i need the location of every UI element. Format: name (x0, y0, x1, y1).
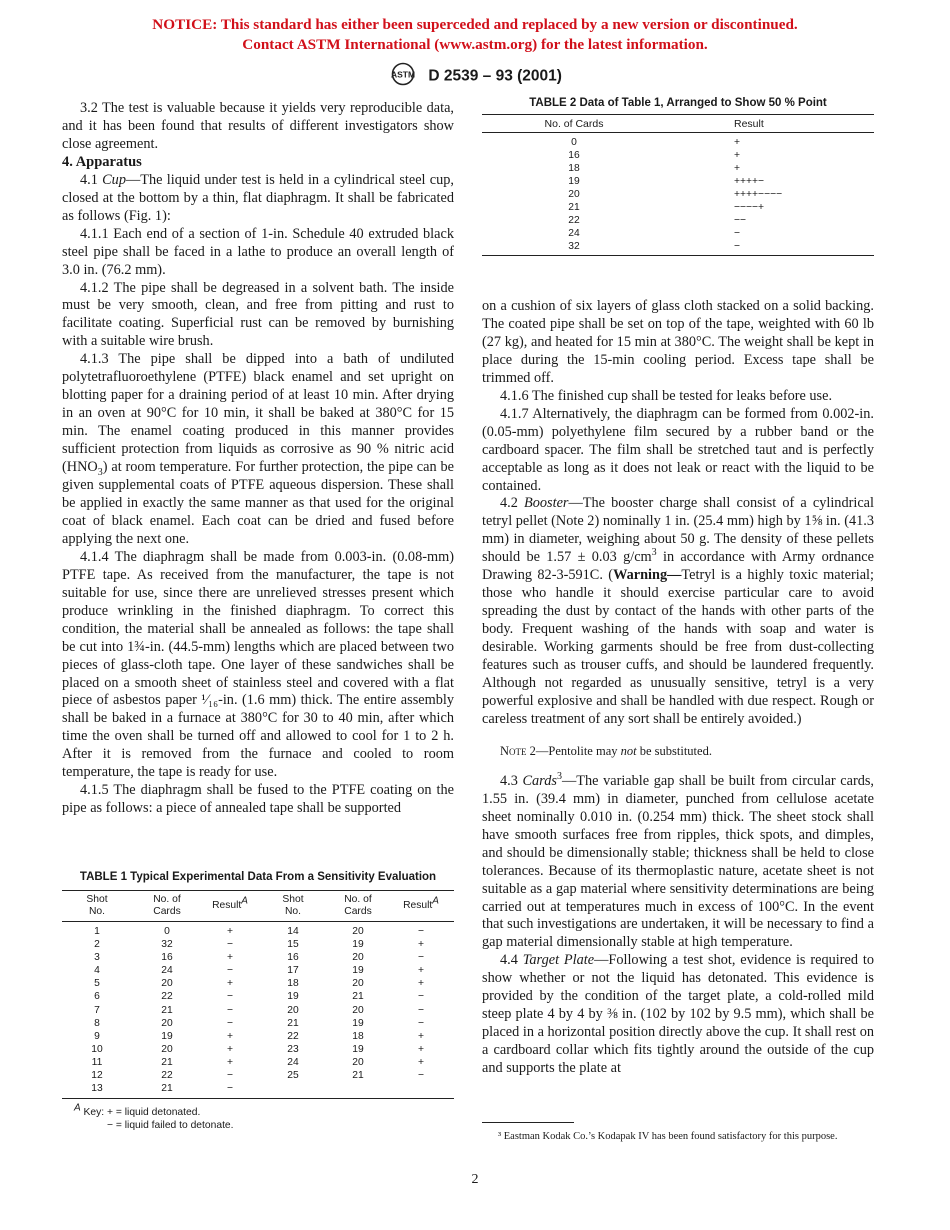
cell-result: − (226, 991, 233, 1003)
cell-shot-no: 6 (94, 991, 100, 1003)
footnote-3: ³ Eastman Kodak Co.’s Kodapak IV has been found satisfactory for this purpose. (498, 1131, 838, 1142)
cell-cards: 18 (352, 1030, 364, 1042)
cell-shot-no: 18 (287, 978, 299, 990)
cell-shot-no: 9 (94, 1030, 100, 1042)
cell-cards: 18 (568, 163, 580, 174)
paragraph-4-1-3: 4.1.3 The pipe shall be dipped into a bath of undiluted polytetrafluoroethylene (PTFE) black enamel and set upright on blotting paper for a draining period of at least 10 min. After drying in an oven at 90°C for 10 min, it shall be baked at 380°C for 15 min. The enamel coating produced in this manner provides sufficient protection from liquids as corrosive as 90 % nitric acid $(HNO_3)$ at room temperature. For further protection, the pipe can be given supplemental coats of PTFE aqueous dispersion. These shall be applied in exactly the same manner as that used for the original coat of black enamel. Each coat can be dried and fused before applying the next one. (62, 351, 454, 547)
table-row (62, 977, 454, 990)
cell-cards: 21 (161, 1004, 173, 1016)
table-2-title: TABLE 2 Data of Table 1, Arranged to Show 50 % Point (529, 97, 827, 109)
table-row (62, 964, 454, 977)
cell-result: −− (734, 215, 747, 226)
cell-cards: 32 (161, 939, 173, 951)
header-result-2: Result$^A$ (403, 895, 439, 911)
cell-result: + (417, 1030, 424, 1042)
cell-cards: 21 (352, 991, 364, 1003)
cell-result: − (417, 991, 424, 1003)
table-row (62, 1017, 454, 1030)
term-cup: Cup (102, 171, 126, 188)
cell-cards: 24 (161, 965, 173, 977)
cell-cards: 20 (352, 1056, 364, 1068)
cell-shot-no: 8 (94, 1017, 100, 1029)
cell-shot-no: 7 (94, 1004, 100, 1016)
cell-cards: 21 (161, 1083, 173, 1095)
table-row (482, 175, 874, 188)
cell-shot-no: 10 (91, 1043, 103, 1055)
page-number: 2 (471, 1172, 479, 1187)
cell-shot-no: 22 (287, 1030, 299, 1042)
astm-logo-icon (388, 62, 418, 91)
table-row (482, 136, 874, 149)
table-row (62, 925, 454, 938)
table-row (62, 990, 454, 1003)
cell-shot-no: 19 (287, 991, 299, 1003)
cell-result: − (226, 1083, 233, 1095)
cell-shot-no: 2 (94, 939, 100, 951)
table-1-title: TABLE 1 Typical Experimental Data From a Sensitivity Evaluation (79, 871, 437, 883)
cell-shot-no: 12 (91, 1070, 103, 1082)
cell-result: − (417, 1004, 424, 1016)
note-2: Note 2—Pentolite may not be substituted. (500, 743, 712, 758)
cell-cards: 20 (161, 978, 173, 990)
cell-cards: 20 (352, 978, 364, 990)
cell-result: − (226, 1070, 233, 1082)
cell-result: − (226, 1017, 233, 1029)
cell-shot-no: 13 (91, 1083, 103, 1095)
cell-cards: 22 (161, 991, 173, 1003)
paragraph-4-1-4: 4.1.4 The diaphragm shall be made from 0.003-in. (0.08-mm) PTFE tape. As received from the manufacturer, the tape is not suitable for use, since there are unrelieved stresses present which produce wrinkling in the finished diaphragm. To correct this condition, the material shall be annealed as follows: the tape shall be cut into 1¾-in. (44.5-mm) lengths which are placed between two pieces of glass-cloth tape. One layer of these sandwiches shall be placed on a smooth sheet of stainless steel and covered with a flat piece of asbestos paper ¹⁄₁₆-in. (1.6 mm) thick. The entire assembly shall be baked in a furnace at 380°C for 30 to 40 min, after which time the oven shall be turned off and allowed to cool for 1 to 2 h. After it is removed from the furnace and cooled to room temperature, the tape is ready for use. (62, 548, 454, 781)
cell-result: −−−−+ (734, 202, 765, 213)
notice-line-2: Contact ASTM International (www.astm.org) for the latest information. (242, 36, 708, 53)
cell-shot-no: 16 (287, 952, 299, 964)
cell-shot-no: 11 (91, 1056, 103, 1068)
right-column (482, 298, 874, 1078)
table-row (62, 1030, 454, 1043)
table-row (482, 201, 874, 214)
term-booster: Booster (524, 495, 569, 512)
paragraph-4-2: 4.2 Booster—The booster charge shall consist of a cylindrical tetryl pellet (Note 2) nominally 1 in. (25.4 mm) high by 1⅝ in. (41.3 mm) in diameter, weighing about 50 g. The density of these pellets should be 1.57 ± 0.03 $g/cm^3$ in accordance with Army ordnance Drawing 82-3-591C. (Warning—Tetryl is a highly toxic material; those who handle it should exercise particular care to avoid spreading the dust by contact of the hands with other parts of the body. Frequent washing of the hands with soap and water is desirable. Working garments should be free from dust-collecting features such as trouser cuffs, and should be laundered frequently. Although not regarded as unusually sensitive, tetryl is a very powerful explosive and shall be handled with due respect. Rough or careless treatment of any sort shall be entirely avoided.) (482, 495, 874, 727)
cell-result: + (226, 926, 233, 937)
cell-cards: 20 (352, 1004, 364, 1016)
logo-text: ASTM (391, 69, 416, 80)
cell-cards: 19 (568, 176, 580, 187)
table-row (62, 1004, 454, 1017)
cell-cards: 20 (161, 1017, 173, 1029)
cell-cards: 0 (164, 926, 170, 937)
table-2-header-result: Result (734, 117, 764, 130)
cell-cards: 32 (568, 241, 580, 252)
paragraph-4-1-6: 4.1.6 The finished cup shall be tested for leaks before use. (500, 387, 833, 404)
cell-result: + (417, 1056, 424, 1068)
cell-shot-no: 21 (287, 1017, 299, 1029)
cell-result: − (226, 939, 233, 951)
cell-result (388, 1082, 454, 1095)
table-2-header-cards: No. of Cards (544, 117, 604, 130)
cell-shot-no: 15 (287, 939, 299, 951)
table-row (482, 214, 874, 227)
cell-result: − (417, 1017, 424, 1029)
cell-result: + (734, 150, 741, 161)
cell-result: + (734, 137, 741, 148)
notice-line-1: NOTICE: This standard has either been superceded and replaced by a new version or discontinued. (152, 16, 798, 33)
cell-cards: 0 (571, 137, 577, 148)
cell-shot-no: 3 (94, 952, 100, 964)
cell-result: − (226, 1004, 233, 1016)
paragraph-4-1-1: 4.1.1 Each end of a section of 1-in. Schedule 40 extruded black steel pipe shall be faced in a lathe to produce an overall length of 3.0 in. (76.2 mm). (62, 225, 454, 278)
cell-result: − (734, 241, 741, 252)
paragraph-4-4: 4.4 Target Plate—Following a test shot, evidence is required to show whether or not the liquid has detonated. This evidence is provided by the condition of the target plate, a cold-rolled mild steep plate 4 by 4 by ⅜ in. (102 by 102 by 9.5 mm), which shall be placed in a horizontal position directly above the cup. It shall rest on a cardboard collar which fits tightly around the outside of the cup and supports the plate at (482, 952, 874, 1077)
cell-shot-no: 1 (94, 926, 100, 937)
paragraph-4-3: 4.3 Cards$^3$—The variable gap shall be built from circular cards, 1.55 in. (39.4 mm) in diameter, punched from cellulose acetate sheet nominally 0.010 in. (0.254 mm) thick. The sheet stock shall have smooth surfaces free from ripples, thick spots, and dimples, and should be dimensionally stable; thickness shall be held to close tolerances. Because of its thermoplastic nature, acetate sheet is not suitable as a gap material where sensitivity determinations are being carried out at temperatures much in excess of 100°C. In the event that such investigations are undertaken, it will be necessary to find a gap material dimensionally stable at high temperature. (482, 771, 874, 951)
header-shot-no-2: Shot No. (282, 894, 304, 917)
cell-cards: 20 (352, 926, 364, 937)
table-row (62, 938, 454, 951)
cell-cards: 20 (352, 952, 364, 964)
cell-cards: 19 (352, 1043, 364, 1055)
cell-cards (328, 1082, 388, 1095)
paragraph-3-2: 3.2 The test is valuable because it yields very reproducible data, and it has been found that results of different investigators show close agreement. (62, 100, 454, 152)
paragraph-4-1-7: 4.1.7 Alternatively, the diaphragm can be formed from 0.002-in. (0.05-mm) polyethylene film secured by a rubber band or the cardboard spacer. The film shall be stretched taut and is perfectly acceptable as long as it does not leak or react with the liquid to be contained. (482, 405, 874, 494)
table-1 (62, 870, 454, 1132)
cell-result: + (417, 939, 424, 951)
table-1-footnote: $^A$ Key: + = liquid detonated. − = liquid failed to detonate. (74, 1102, 234, 1132)
cell-result: − (417, 1070, 424, 1082)
table-1-body (62, 922, 454, 1098)
cell-shot-no: 17 (287, 965, 299, 977)
cell-result: − (734, 228, 741, 239)
table-2-body (482, 133, 874, 255)
cell-shot-no: 20 (287, 1004, 299, 1016)
paragraph-4-1: 4.1 Cup—The liquid under test is held in a cylindrical steel cup, closed at the bottom by a thin, flat diaphragm. It shall be fabricated as follows (Fig. 1): (62, 171, 455, 224)
cell-cards: 21 (161, 1056, 173, 1068)
cell-cards: 16 (161, 952, 173, 964)
document-header (0, 62, 950, 91)
table-row (62, 1082, 454, 1095)
cell-cards: 21 (352, 1070, 364, 1082)
table-row (482, 188, 874, 201)
cell-cards: 19 (161, 1030, 173, 1042)
standard-designation: D 2539 – 93 (2001) (428, 67, 562, 85)
cell-cards: 21 (568, 202, 580, 213)
cell-shot-no: 4 (94, 965, 100, 977)
cell-result: + (226, 1043, 233, 1055)
cell-result: − (226, 965, 233, 977)
cell-shot-no: 5 (94, 978, 100, 990)
cell-cards: 16 (568, 150, 580, 161)
cell-result: ++++− (734, 176, 765, 187)
cell-result: − (417, 952, 424, 964)
left-column (62, 100, 454, 818)
cell-shot-no: 24 (287, 1056, 299, 1068)
header-cards-2: No. of Cards (344, 894, 372, 917)
cell-result: + (226, 978, 233, 990)
cell-cards: 20 (161, 1043, 173, 1055)
table-row (482, 149, 874, 162)
cell-cards: 19 (352, 1017, 364, 1029)
header-result: Result$^A$ (212, 895, 248, 911)
paragraph-4-1-2: 4.1.2 The pipe shall be degreased in a solvent bath. The inside must be very smooth, clean, and free from pitting and rust to facilitate coating. Superficial rust can be removed by burnishing with a suitable wire brush. (62, 279, 454, 350)
cell-result: + (226, 952, 233, 964)
term-target-plate: Target Plate (522, 952, 595, 969)
section-heading-apparatus: 4. Apparatus (62, 153, 142, 170)
cell-cards: 22 (161, 1070, 173, 1082)
header-cards: No. of Cards (153, 894, 181, 917)
paragraph-4-1-5-continued: on a cushion of six layers of glass cloth stacked on a solid backing. The coated pipe shall be set on top of the tape, weighted with 60 lb (27 kg), and heated for 15 min at 380°C. The weight shall be kept in place during the 15-min cooling period. Excess tape shall be trimmed off. (482, 298, 874, 386)
cell-shot-no (258, 1082, 328, 1095)
term-cards: Cards (522, 772, 557, 789)
table-row (62, 1069, 454, 1082)
cell-shot-no: 14 (287, 926, 299, 937)
cell-result: + (226, 1056, 233, 1068)
table-row (62, 951, 454, 964)
table-1-header (62, 891, 454, 921)
cell-result: + (226, 1030, 233, 1042)
cell-result: + (734, 163, 741, 174)
cell-cards: 24 (568, 228, 580, 239)
cell-result: ++++−−−− (734, 189, 783, 200)
cell-result: + (417, 978, 424, 990)
table-row (62, 1056, 454, 1069)
notice-banner (0, 15, 950, 55)
warning-label: Warning— (613, 567, 682, 584)
cell-shot-no: 25 (287, 1070, 299, 1082)
cell-cards: 20 (568, 189, 580, 200)
header-shot-no: Shot No. (86, 894, 108, 917)
paragraph-4-1-5: 4.1.5 The diaphragm shall be fused to the PTFE coating on the pipe as follows: a piece of annealed tape shall be supported (62, 782, 454, 817)
table-row (482, 162, 874, 175)
table-row (482, 227, 874, 240)
table-row (62, 1043, 454, 1056)
footnote-divider (482, 1122, 574, 1123)
table-row (482, 240, 874, 253)
cell-cards: 19 (352, 965, 364, 977)
cell-result: − (417, 926, 424, 937)
table-2 (482, 97, 874, 256)
cell-cards: 19 (352, 939, 364, 951)
cell-cards: 22 (568, 215, 580, 226)
cell-shot-no: 23 (287, 1043, 299, 1055)
table-2-header (482, 115, 874, 132)
cell-result: + (417, 965, 424, 977)
cell-result: + (417, 1043, 424, 1055)
